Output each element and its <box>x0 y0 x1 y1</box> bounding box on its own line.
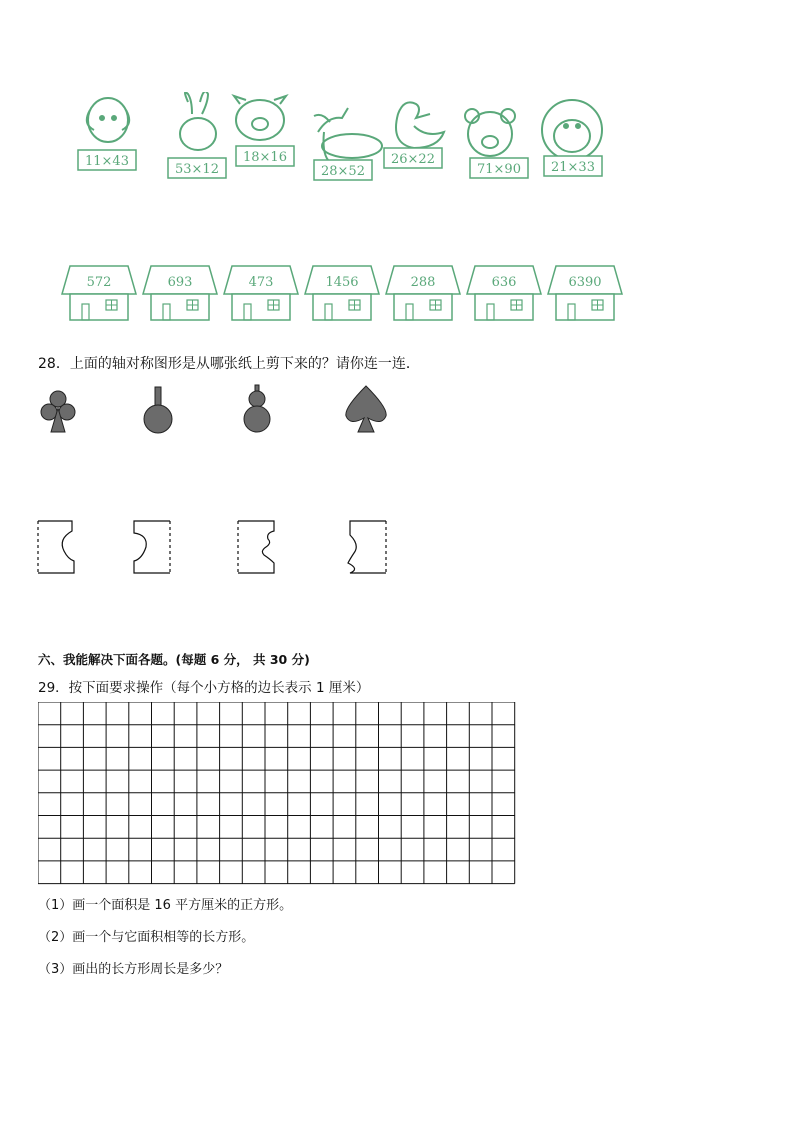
house-number: 693 <box>167 275 193 290</box>
square-grid <box>38 702 518 886</box>
house <box>143 266 217 320</box>
pig-icon <box>234 96 286 140</box>
animal-expression: 26×22 <box>391 152 435 167</box>
house <box>305 266 379 320</box>
bottle-icon <box>144 387 172 433</box>
animal-expression: 21×33 <box>551 160 595 175</box>
house <box>386 266 460 320</box>
question-28: 28．上面的轴对称图形是从哪张纸上剪下来的？请你连一连． <box>38 356 420 372</box>
house-number: 636 <box>491 275 517 290</box>
house <box>467 266 541 320</box>
house-number: 572 <box>86 275 112 290</box>
monkey-icon <box>542 100 602 160</box>
paper-4 <box>348 521 386 573</box>
animal-label <box>168 158 226 178</box>
dog-icon <box>87 98 129 142</box>
house <box>224 266 298 320</box>
house-number: 473 <box>248 275 274 290</box>
duck-icon <box>396 102 444 148</box>
animal-expression: 11×43 <box>85 154 129 169</box>
symmetric-shapes <box>30 382 400 438</box>
gourd-icon <box>244 385 270 432</box>
folded-papers <box>30 515 400 579</box>
question-29: 29．按下面要求操作（每个小方格的边长表示 1 厘米） <box>38 680 370 696</box>
house-row <box>56 262 666 328</box>
animal-label <box>544 156 602 176</box>
goat-icon <box>314 108 382 160</box>
house <box>62 266 136 320</box>
animal-expression: 28×52 <box>321 164 365 179</box>
house-number: 288 <box>410 275 436 290</box>
q29-item-3: （3）画出的长方形周长是多少？ <box>38 962 229 977</box>
animal-expression: 71×90 <box>477 162 521 177</box>
animal-label <box>78 150 136 170</box>
animal-label <box>384 148 442 168</box>
animal-row <box>60 92 620 192</box>
rabbit-icon <box>180 92 216 150</box>
animal-expression: 18×16 <box>243 150 287 165</box>
q29-item-2: （2）画一个与它面积相等的长方形。 <box>38 930 255 945</box>
paper-3 <box>238 521 274 573</box>
animal-label <box>314 160 372 180</box>
house-number: 6390 <box>568 275 602 290</box>
animal-expression: 53×12 <box>175 162 219 177</box>
animal-label <box>236 146 294 166</box>
bear-icon <box>465 109 515 156</box>
spade-icon <box>346 386 386 432</box>
section-6-title: 六、我能解决下面各题。(每题 6 分， 共 30 分) <box>38 652 310 667</box>
club-icon <box>41 391 75 432</box>
q29-item-1: （1）画一个面积是 16 平方厘米的正方形。 <box>38 898 293 913</box>
animal-label <box>470 158 528 178</box>
paper-2 <box>134 521 170 573</box>
house <box>548 266 622 320</box>
paper-1 <box>38 521 74 573</box>
house-number: 1456 <box>325 275 359 290</box>
